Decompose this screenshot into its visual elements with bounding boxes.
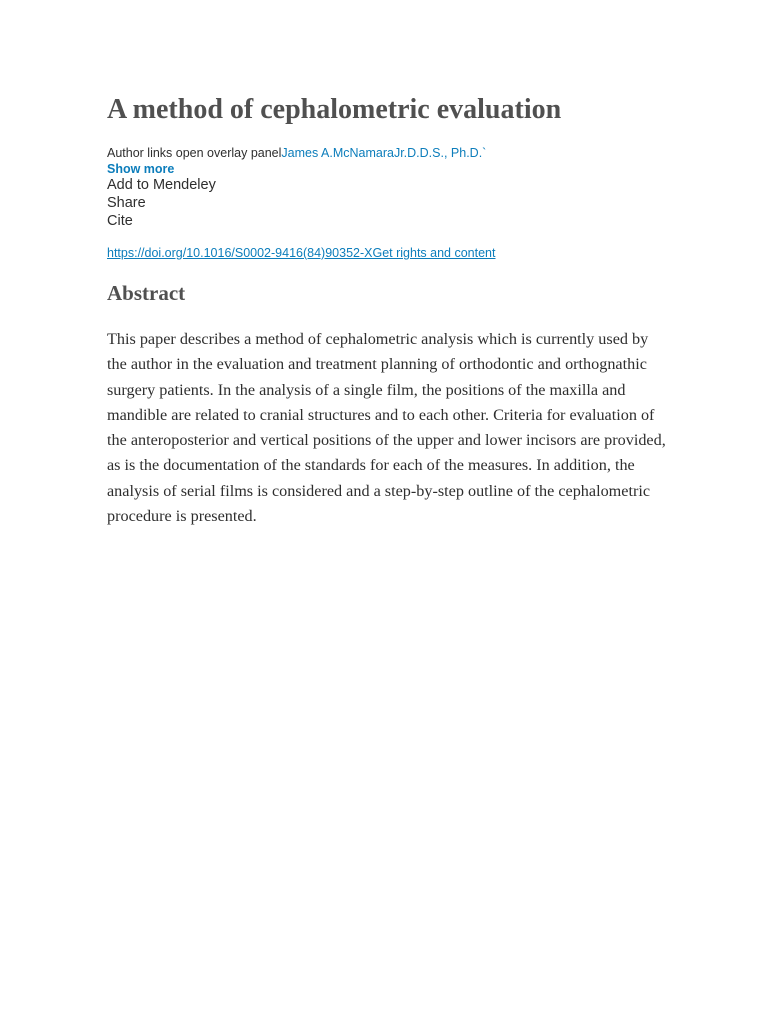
share-button[interactable]: Share	[107, 195, 146, 211]
author-prefix: Author links open overlay panel	[107, 146, 282, 160]
add-to-mendeley-button[interactable]: Add to Mendeley	[107, 177, 216, 193]
cite-button[interactable]: Cite	[107, 213, 133, 229]
article-title: A method of cephalometric evaluation	[107, 94, 562, 125]
author-line	[107, 145, 486, 161]
abstract-text: This paper describes a method of cephalometric analysis which is currently used by the author in the evaluation and treatment planning of orthodontic and orthognathic surgery patients. In the analysis of a single film, the positions of the maxilla and mandible are related to cranial structures and to each other. Criteria for evaluation of the anteroposterior and vertical positions of the upper and lower incisors are provided, as is the documentation of the standards for each of the measures. In addition, the analysis of serial films is considered and a step-by-step outline of the cephalometric procedure is presented.	[107, 330, 666, 526]
doi-link[interactable]: https://doi.org/10.1016/S0002-9416(84)90352-X	[107, 246, 373, 260]
author-link[interactable]: James A.McNamaraJr.D.D.S., Ph.D.`	[281, 146, 487, 160]
abstract-heading: Abstract	[107, 281, 186, 305]
show-more-button[interactable]: Show more	[107, 162, 175, 176]
rights-link[interactable]: Get rights and content	[372, 246, 496, 260]
doi-line	[107, 245, 495, 261]
